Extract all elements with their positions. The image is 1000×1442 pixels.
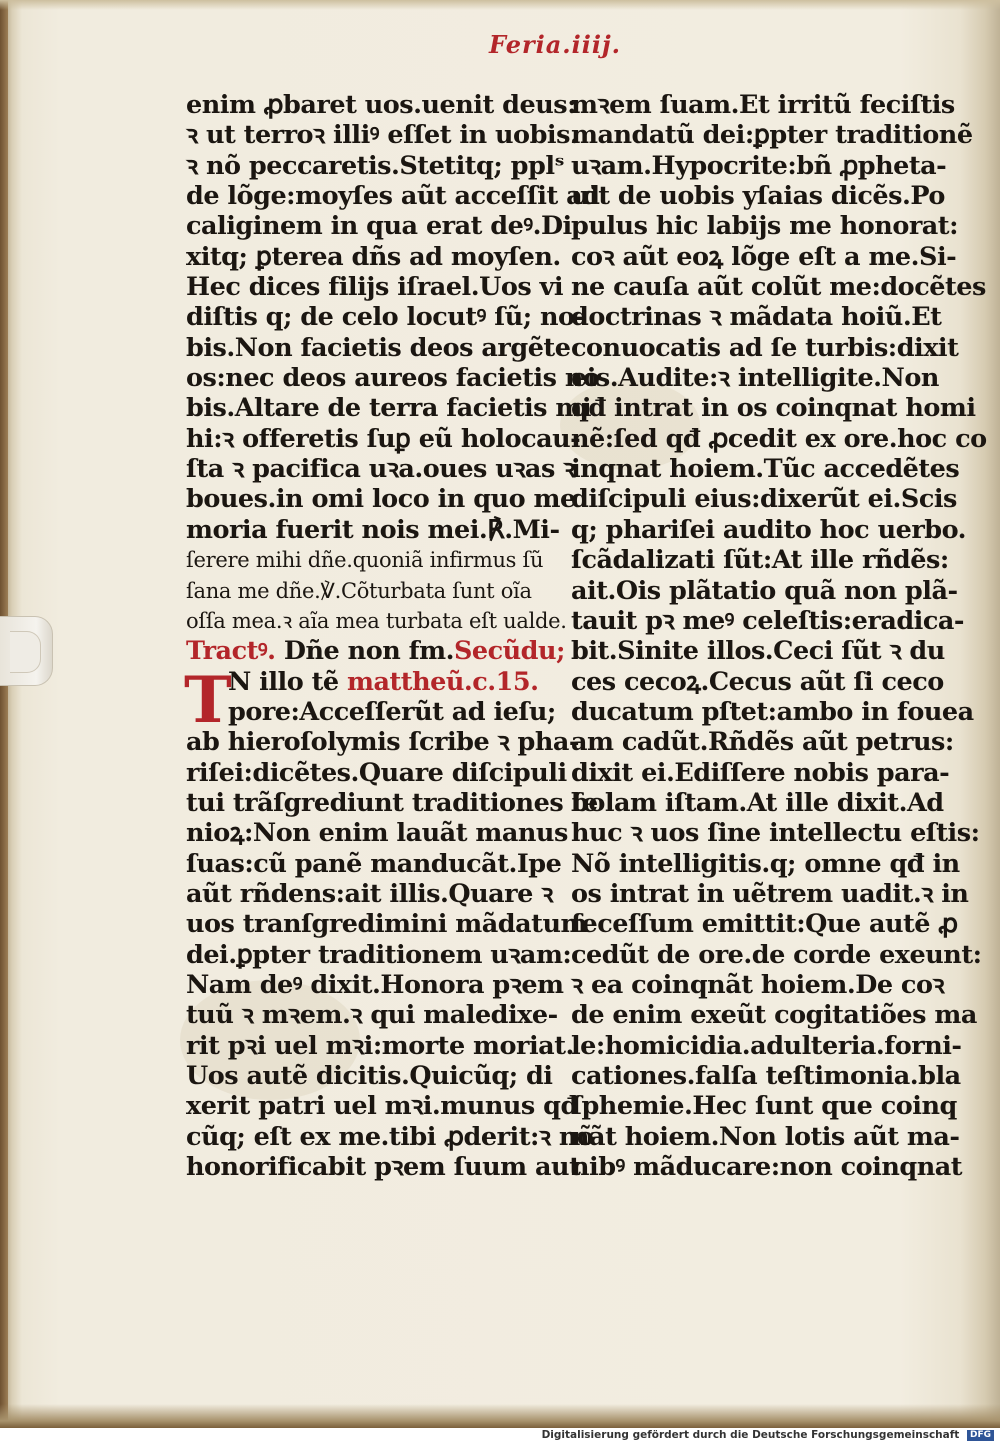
text-line: [571, 727, 954, 758]
line-text: ſta ꝛ pacifica uꝛa.oues uꝛas ꝛ: [186, 454, 575, 485]
line-text: inqnat hoiem.Tũc accedẽtes: [571, 454, 960, 485]
text-line: [186, 606, 567, 636]
text-line: [186, 393, 592, 424]
binding-board: [0, 0, 8, 1428]
text-line: [186, 969, 564, 1000]
text-line: [186, 878, 553, 909]
text-line: [186, 332, 571, 363]
drop-initial: T: [184, 662, 232, 738]
line-text: ſphemie.Hec ſunt que coinq: [571, 1091, 957, 1122]
text-line: [186, 1000, 558, 1031]
line-text: Dñe non fm.: [275, 636, 454, 667]
line-text: mꝛem ſuam.Et irritũ feciſtis: [571, 90, 955, 120]
text-line: [186, 727, 579, 758]
dfg-logo: DFG: [967, 1430, 994, 1441]
text-line: [571, 636, 945, 667]
text-line: [571, 393, 976, 424]
text-line: [571, 241, 957, 272]
line-text: doctrinas ꝛ mãdata hoiũ.Et: [571, 302, 942, 333]
line-text: ces cecoꝝ.Cecus aũt ſi ceco: [571, 666, 944, 697]
line-text: uos tranſgredimini mãdatum: [186, 909, 587, 940]
line-text: ſeceſſum emittit:Que autẽ ꝓ: [571, 909, 958, 940]
text-line: [186, 120, 579, 151]
text-line: [571, 1152, 963, 1183]
line-text: ait.Ois plãtatio quã non plã-: [571, 575, 958, 606]
text-line: [571, 545, 949, 576]
line-text: tuũ ꝛ mꝛem.ꝛ qui maledixe-: [186, 1000, 558, 1031]
text-line: [186, 1030, 574, 1061]
line-text: de enim exeũt cogitatiões ma: [571, 1000, 977, 1031]
text-line: [571, 211, 958, 242]
line-text: ꝛ nõ peccaretis.Stetitq; pplˢ: [186, 150, 565, 181]
text-line: [571, 423, 987, 454]
line-text: ducatum pſtet:ambo in fouea: [571, 696, 974, 727]
text-line: [186, 90, 577, 120]
line-text: caliginem in qua erat deꝰ.Di: [186, 211, 572, 242]
line-text: mandatũ dei:ꝑpter traditionẽ: [571, 120, 973, 151]
text-line: [571, 787, 944, 818]
line-text: bis.Altare de terra facietis mi: [186, 393, 592, 424]
line-text: moria fuerit nois mei.℟.Mi-: [186, 514, 560, 545]
text-line: [571, 666, 944, 697]
text-line: [186, 272, 564, 303]
line-text: dei.ꝑpter traditionem uꝛam:: [186, 939, 572, 970]
text-line: [571, 969, 945, 1000]
page-edge-top: [0, 0, 1000, 10]
line-text: ſuas:cũ panẽ manducãt.Ipe: [186, 848, 562, 879]
line-text: hi:ꝛ offeretis ſuꝑ eũ holocau-: [186, 423, 581, 454]
line-text: le:homicidia.adulteria.forni-: [571, 1030, 962, 1061]
rubric-text: Tractꝰ.: [186, 636, 276, 667]
line-text: Nõ intelligitis.q; omne qđ in: [571, 848, 960, 879]
text-line: [186, 757, 567, 788]
line-text: ꝛ ut terroꝛ illiꝰ eſſet in uobis.: [186, 120, 579, 151]
line-text: tauit pꝛ meꝰ celeſtis:eradica-: [571, 605, 965, 636]
text-line: [186, 454, 575, 485]
line-text: cationes.falſa teſtimonia.bla: [571, 1061, 961, 1091]
line-text: tui trãſgrediunt traditiones ſe: [186, 787, 598, 818]
line-text: os intrat in uẽtrem uadit.ꝛ in: [571, 878, 969, 909]
text-line: [571, 757, 950, 788]
text-line: [186, 211, 572, 242]
line-text: diſcipuli eius:dixerũt ei.Scis: [571, 484, 957, 515]
line-text: bolam iſtam.At ille dixit.Ad: [571, 787, 944, 818]
text-line: [571, 302, 942, 333]
line-text: eis.Audite:ꝛ intelligite.Non: [571, 363, 939, 394]
rubric-text: Secũdu;: [453, 636, 565, 667]
text-line: [571, 939, 982, 970]
line-text: honorificabit pꝛem ſuum aut: [186, 1152, 581, 1183]
line-text: boues.in omi loco in quo me: [186, 484, 576, 515]
text-line: [571, 878, 969, 909]
text-line: [571, 90, 955, 120]
line-text: enim ꝓbaret uos.uenit deus:: [186, 90, 577, 120]
text-line: [571, 272, 986, 303]
line-text: oſſa mea.ꝛ aĩa mea turbata eſt ualde.: [186, 608, 567, 633]
text-line: [571, 514, 967, 545]
text-line: [571, 696, 974, 727]
line-text: ſana me dñe.℣.Cõturbata ſunt oĩa: [186, 578, 532, 603]
text-line: [186, 150, 565, 181]
line-text: pulus hic labijs me honorat:: [571, 211, 958, 242]
line-text: ꝛ ea coinqnãt hoiem.De coꝛ: [571, 969, 945, 1000]
text-line: [571, 150, 947, 181]
line-text: conuocatis ad ſe turbis:dixit: [571, 332, 959, 363]
text-line: [186, 1091, 578, 1122]
line-text: nãt hoiem.Non lotis aũt ma-: [571, 1121, 960, 1152]
line-text: ne cauſa aũt colũt me:docẽtes: [571, 272, 986, 303]
text-line: [571, 181, 945, 212]
line-text: xerit patri uel mꝛi.munus qđ: [186, 1091, 578, 1122]
text-line: [571, 909, 958, 940]
text-line: [186, 939, 572, 970]
text-line: [571, 454, 960, 485]
line-text: rit pꝛi uel mꝛi:morte moriat.: [186, 1030, 574, 1061]
left-text-column: [184, 90, 600, 1183]
text-line: [571, 1030, 962, 1061]
rubric-text: mattheũ.c.15.: [338, 666, 539, 697]
text-line: [571, 1061, 961, 1091]
text-line: [571, 1091, 957, 1122]
line-text: bis.Non facietis deos argẽte: [186, 332, 571, 363]
funding-credit: Digitalisierung gefördert durch die Deutsche Forschungsgemeinschaft: [541, 1429, 960, 1441]
line-text: ſerere mihi dñe.quoniã infirmus ſũ: [186, 548, 544, 573]
digitization-footer: [0, 1428, 1000, 1442]
text-line: [571, 848, 960, 879]
line-text: nibꝰ mãducare:non coinqnat: [571, 1152, 963, 1183]
line-text: am cadũt.Rñdẽs aũt petrus:: [571, 727, 954, 758]
line-text: dixit ei.Ediſſere nobis para-: [571, 757, 950, 788]
line-text: os:nec deos aureos facietis no: [186, 363, 600, 394]
line-text: uꝛam.Hypocrite:bñ ꝓpheta-: [571, 150, 947, 181]
text-line: [571, 484, 957, 515]
line-text: huc ꝛ uos ſine intellectu eſtis:: [571, 818, 980, 849]
line-text: bit.Sinite illos.Ceci ſũt ꝛ du: [571, 636, 945, 667]
line-text: qđ intrat in os coinqnat homi: [571, 393, 976, 424]
text-line: [186, 545, 544, 575]
line-text: Uos autẽ dicitis.Quicũq; di: [186, 1061, 553, 1091]
page-tab-marker: [0, 616, 53, 686]
text-line: [186, 696, 556, 727]
text-line: [186, 787, 598, 818]
text-line: [186, 909, 587, 940]
text-line: [186, 484, 576, 515]
text-line: [186, 1061, 553, 1091]
text-line: [186, 181, 600, 212]
line-text: Hec dices filijs iſrael.Uos vi: [186, 272, 564, 303]
text-line: [186, 363, 600, 394]
text-line: [186, 302, 585, 333]
line-text: nẽ:ſed qđ ꝓcedit ex ore.hoc co: [571, 423, 987, 454]
line-text: diſtis q; de celo locutꝰ ſũ; no-: [186, 302, 585, 333]
line-text: uit de uobis yſaias dicẽs.Po: [571, 181, 945, 212]
text-line: [186, 636, 565, 667]
text-line: [571, 332, 959, 363]
text-line: [571, 1000, 977, 1031]
line-text: Nam deꝰ dixit.Honora pꝛem: [186, 969, 564, 1000]
text-line: [186, 514, 560, 545]
text-line: [186, 848, 562, 879]
line-text: ab hieroſolymis ſcribe ꝛ pha-: [186, 727, 579, 758]
text-line: [186, 1121, 594, 1152]
text-line: [571, 363, 939, 394]
line-text: coꝛ aũt eoꝝ lõge eſt a me.Si-: [571, 241, 957, 272]
line-text: q; phariſei audito hoc uerbo.: [571, 514, 967, 545]
text-line: [186, 423, 581, 454]
text-line: [571, 575, 958, 606]
page-edge-bottom: [0, 1404, 1000, 1428]
line-text: ſcãdalizati ſũt:At ille rñdẽs:: [571, 545, 949, 576]
line-text: cũq; eſt ex me.tibi ꝓderit:ꝛ nõ: [186, 1121, 594, 1152]
text-line: [571, 818, 980, 849]
running-head: Feria.iiij.: [488, 30, 622, 59]
line-text: pore:Acceſſerũt ad ieſu;: [228, 696, 556, 727]
line-text: aũt rñdens:ait illis.Quare ꝛ: [186, 878, 553, 909]
line-text: nioꝝ:Non enim lauãt manus: [186, 818, 568, 849]
text-line: [186, 241, 561, 272]
text-line: [571, 605, 965, 636]
right-text-column: [571, 90, 987, 1183]
line-text: de lõge:moyſes aũt acceſſit ad: [186, 181, 600, 212]
line-text: xitq; ꝑterea dñs ad moyſen.: [186, 241, 561, 272]
line-text: riſei:dicẽtes.Quare diſcipuli: [186, 757, 567, 788]
text-line: [186, 818, 568, 849]
text-line: [186, 1152, 581, 1183]
text-line: [571, 120, 973, 151]
line-text: cedũt de ore.de corde exeunt:: [571, 939, 982, 970]
text-line: [571, 1121, 960, 1152]
line-text: N illo tẽ: [228, 666, 339, 697]
text-line: [186, 576, 536, 606]
